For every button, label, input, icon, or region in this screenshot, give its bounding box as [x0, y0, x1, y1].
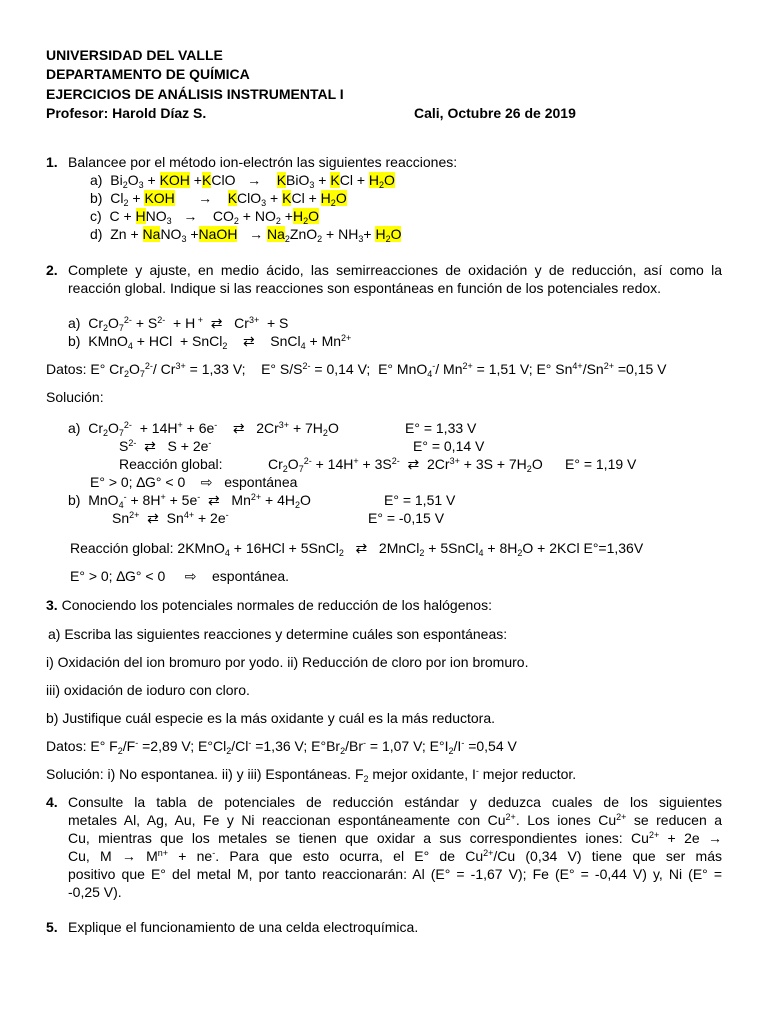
- university-name: UNIVERSIDAD DEL VALLE: [46, 47, 223, 63]
- q2-global-a: $Cr_2O_7^{2-} + 14H^+ + 3S^{2-}$ ⇄ $2Cr^{3+} + 3S + 7H_2O$: [268, 456, 543, 474]
- q2-prompt: 2. Complete y ajuste, en medio ácido, las semirreacciones de oxidación y de reducción, así como la: [46, 262, 722, 278]
- q3-part-a: a) Escriba las siguientes reacciones y determine cuáles son espontáneas:: [48, 626, 508, 642]
- q2-sol-a2: $S^{2-}$ ⇄ S + 2e-: [119, 438, 212, 454]
- q2-sol-b2: $Sn^{2+}$ ⇄ $Sn^{4+} + 2e^-$: [112, 510, 229, 526]
- q2-e-a1: E° = 1,33 V: [405, 420, 477, 436]
- q2-datos: Datos: E° $Cr_2O_7^{2-}/$ $Cr^{3+} = 1,33$ V; E° $S/S^{2-} = 0,14$ V; E° MnO$_4$-/ $Mn^{2+} = 1,51$ V; E° $Sn^{4+}/Sn^{2+} =0,15$ V: [46, 361, 667, 379]
- q2-e-global-a: E° = 1,19 V: [565, 456, 637, 472]
- q2-sol-a1: a) $Cr_2O_7^{2-} + 14H^+ + 6e^-$ ⇄ $2Cr^{3+} + 7H_2O$: [68, 420, 339, 438]
- q2-reaction-b: b) KMnO$_4$ + HCl + SnCl$_2$ ⇄ SnCl$_4$ + $Mn^{2+}$: [68, 333, 352, 351]
- q1-reaction-a: a) $Bi_2O_3$ + KOH +KClO → KBiO$_3$ + KCl + $H_2O$: [90, 172, 395, 190]
- date: Cali, Octubre 26 de 2019: [414, 105, 576, 121]
- department-name: DEPARTAMENTO DE QUÍMICA: [46, 66, 250, 82]
- q2-spont-b: E° > 0; ∆G° < 0 ⇨ espontánea.: [70, 568, 290, 584]
- q3-iii: iii) oxidación de ioduro con cloro.: [46, 682, 250, 698]
- q4-line-6: -0,25 V).: [68, 884, 122, 900]
- q1-reaction-d: d) Zn + NaNO$_3$ +NaOH → $Na_2ZnO_2 + NH_3+ H_2O$: [90, 226, 402, 244]
- q5-prompt: 5. Explique el funcionamiento de una celda electroquímica.: [46, 919, 419, 935]
- q1-reaction-b: b) $Cl_2$ + KOH → KClO$_3$ + KCl + $H_2O$: [90, 190, 347, 208]
- q2-e-a2: E° = 0,14 V: [413, 438, 485, 454]
- q1-prompt: 1. Balancee por el método ion-electrón las siguientes reacciones:: [46, 154, 458, 170]
- q2-reaction-a: a) $Cr_2O_7^{2-} + S^{2-} + H$ + ⇄ $Cr^{3+} + S$: [68, 315, 289, 333]
- q4-line-4: Cu, $M \to M^{n+} + ne^-$. Para que esto ocurra, el E° de $Cu^{2+}/Cu$ (0,34 V) tiene que ser más: [68, 848, 723, 864]
- professor-name: Profesor: Harold Díaz S.: [46, 105, 207, 121]
- q2-e-b1: E° = 1,51 V: [384, 492, 456, 508]
- q3-datos: Datos: E° $F_2/F^- =2,89$ V; $E^\circ Cl_2/Cl^- =1,36$ V; $E^\circ Br_2/Br^- = 1,07$ V; $E^\circ I_2/I^- =0,54$ V: [46, 738, 517, 756]
- q4-line-5: positivo que E° del metal M, por tanto reaccionarán: Al (E° = -1,67 V); Fe (E° = -0,44 V) y, Ni (E° =: [68, 866, 722, 882]
- q2-sol-b1: b) MnO$_4$- + 8H+ + 5e- ⇄ $Mn^{2+} + 4H_2O$: [68, 492, 311, 510]
- q3-solucion: Solución: i) No espontanea. ii) y iii) Espontáneas. $F_2$ mejor oxidante, I- mejor reductor.: [46, 766, 577, 784]
- q3-i-ii: i) Oxidación del ion bromuro por yodo. ii) Reducción de cloro por ion bromuro.: [46, 654, 529, 670]
- q2-global-b: Reacción global: 2KMnO$_4$ + 16HCl + 5SnCl$_2$ ⇄ 2MnCl$_2$ + 5SnCl$_4$ + $8H_2O + 2KCl$ E°=1,36V: [70, 540, 644, 558]
- course-title: EJERCICIOS DE ANÁLISIS INSTRUMENTAL I: [46, 86, 344, 102]
- q2-prompt-2: reacción global. Indique si las reacciones son espontáneas en función de los potenciales redox.: [68, 280, 662, 296]
- q2-solucion-label: Solución:: [46, 389, 104, 405]
- q3-part-b: b) Justifique cuál especie es la más oxidante y cuál es la más reductora.: [46, 710, 496, 726]
- q4-line-2: metales Al, Ag, Au, Fe y Ni reaccionan espontáneamente con $Cu^{2+}$. Los iones $Cu^{2+}$ se reducen a: [68, 812, 722, 828]
- q4-line-3: Cu, mientras que los metales se tienen que oxidar a sus correspondientes iones: $Cu^{2+} + 2e$ →: [68, 830, 722, 846]
- q1-reaction-c: c) $C + HNO_3$ → $CO_2 + NO_2 +H_2O$: [90, 208, 320, 226]
- q2-e-b2: E° = -0,15 V: [368, 510, 445, 526]
- q2-spont-a: E° > 0; ∆G° < 0 ⇨ espontánea: [90, 474, 298, 490]
- q4-line-1: 4. Consulte la tabla de potenciales de reducción estándar y deduzca cuales de los siguientes: [46, 794, 722, 810]
- q3-prompt: 3. Conociendo los potenciales normales de reducción de los halógenos:: [46, 597, 492, 613]
- q2-global-a-label: Reacción global:: [119, 456, 223, 472]
